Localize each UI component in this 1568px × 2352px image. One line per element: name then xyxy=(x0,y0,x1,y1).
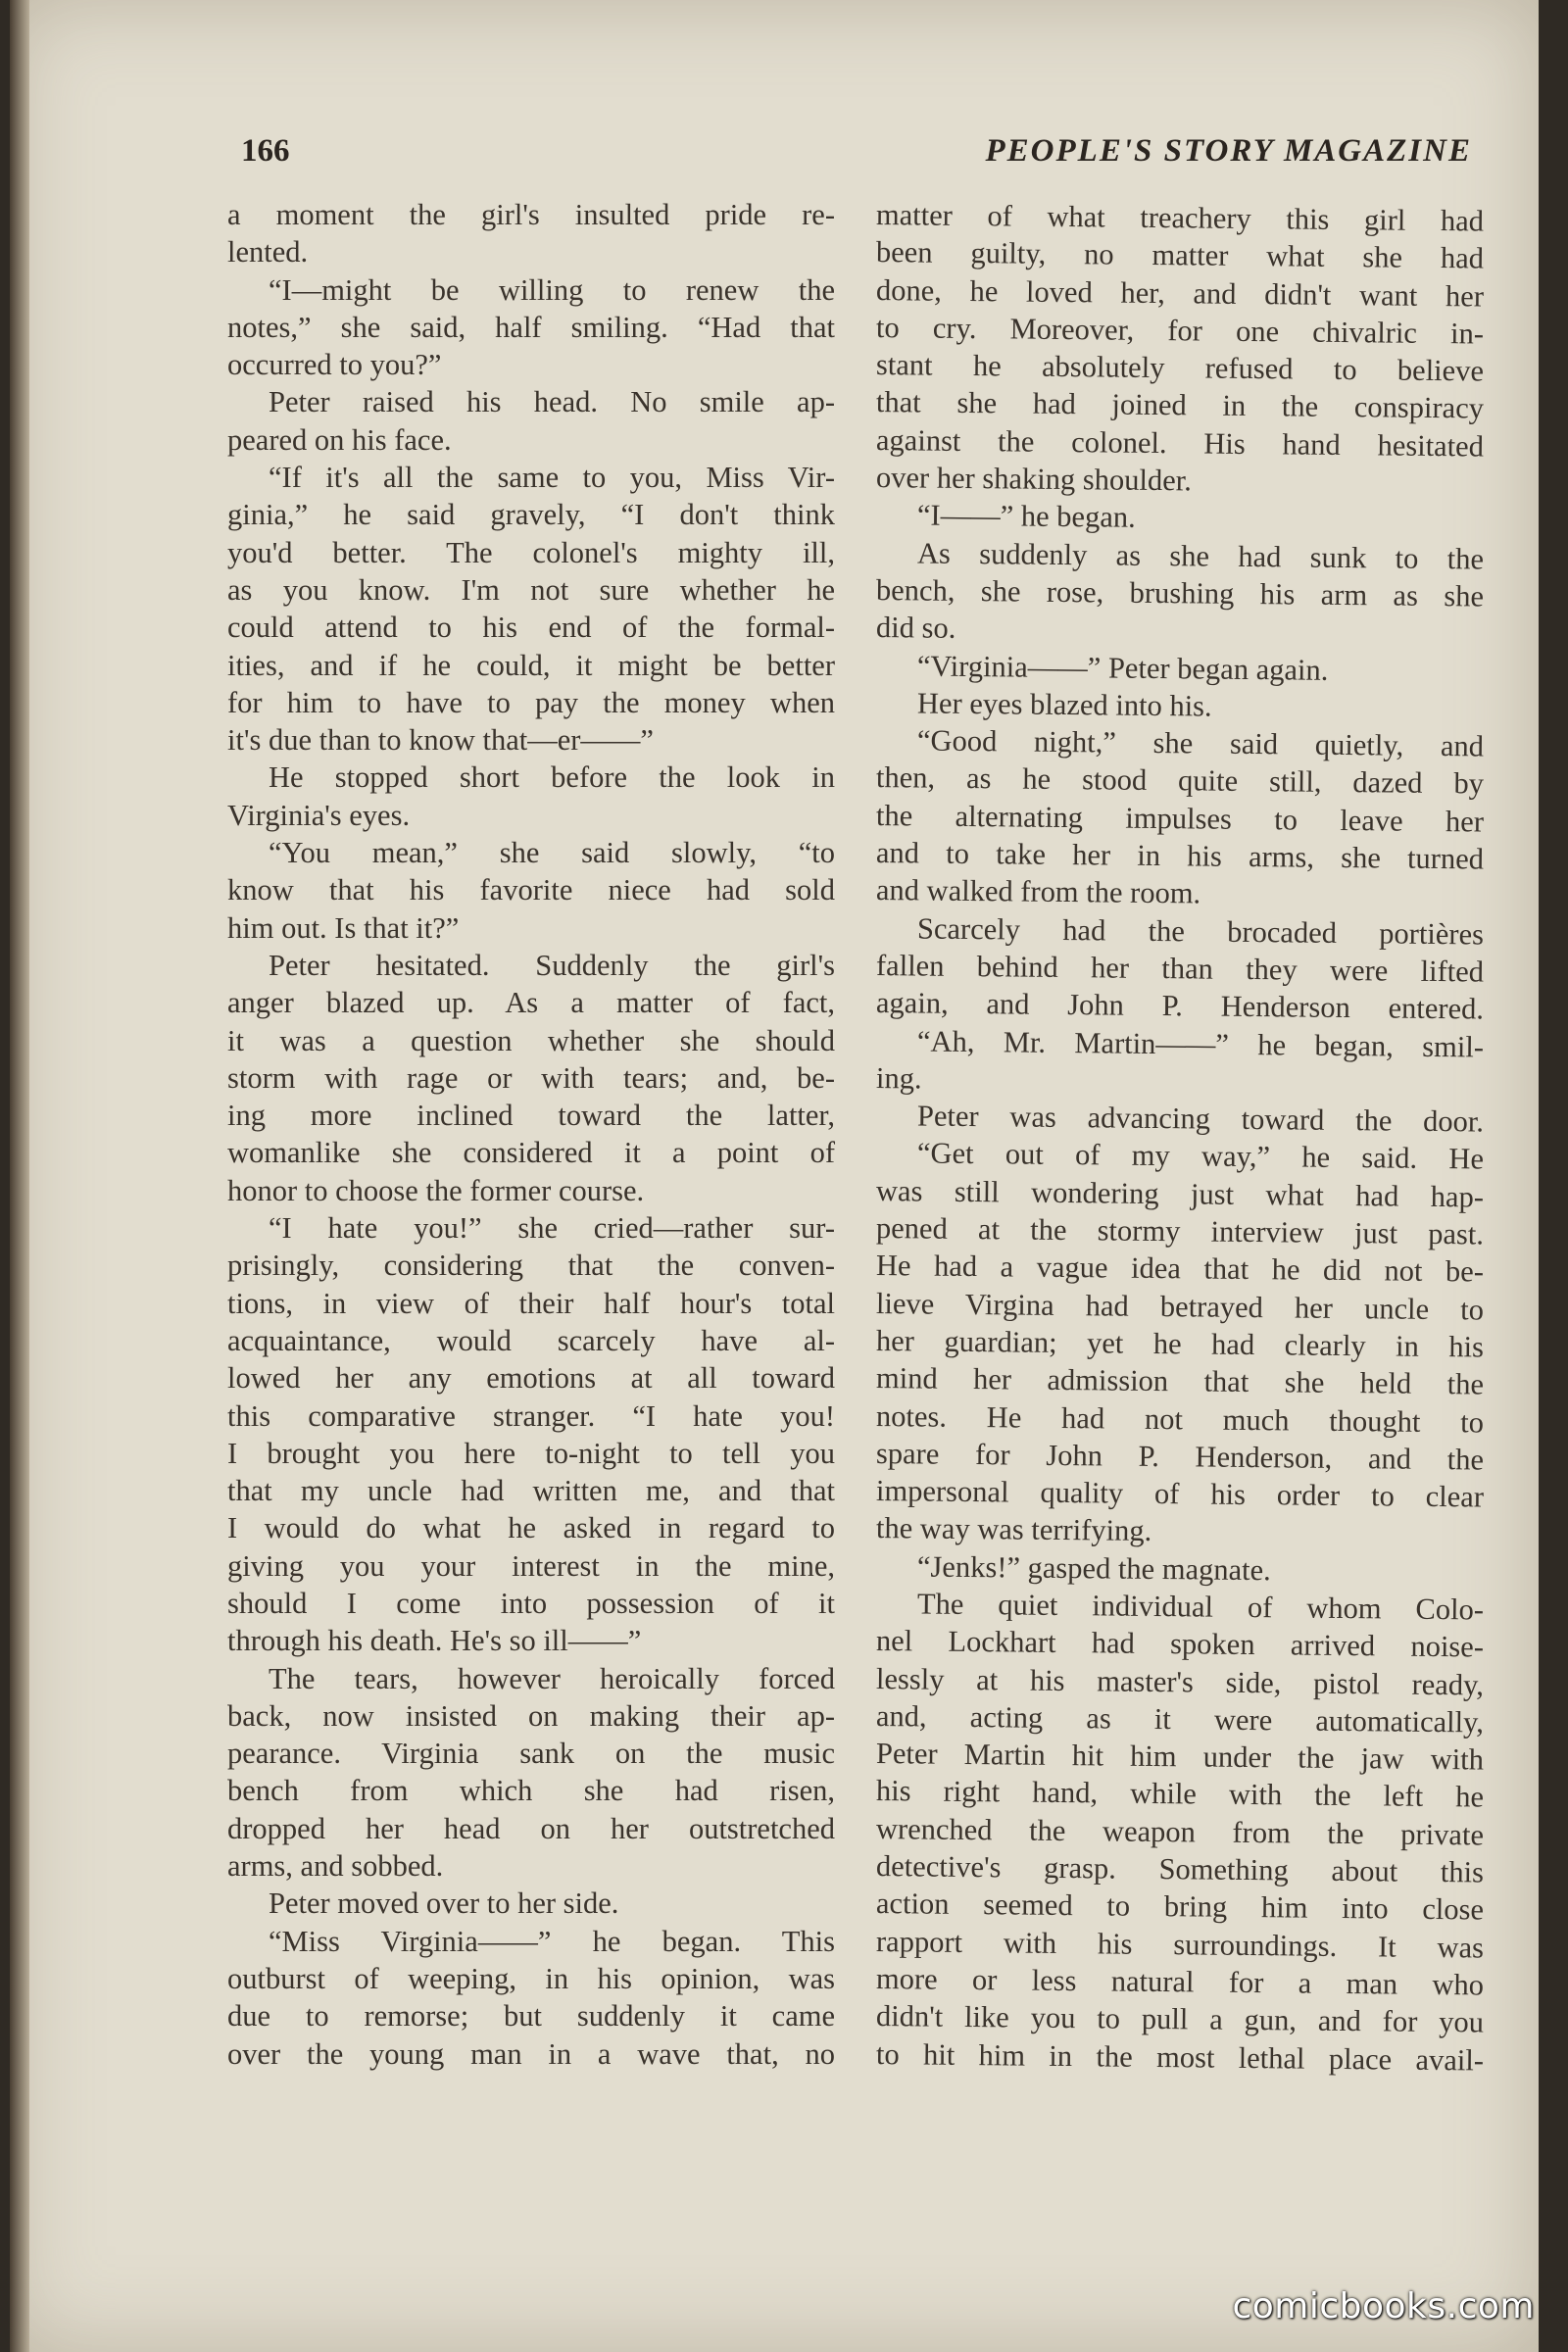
right-column-text-line: wrenched the weapon from the private xyxy=(875,1811,1485,1852)
left-column-text-line: womanlike she considered it a point of xyxy=(227,1136,835,1170)
left-column-text-line: bench from which she had risen, xyxy=(227,1774,835,1808)
left-column-text-line: Peter hesitated. Suddenly the girl's xyxy=(269,948,835,982)
right-column-text-line: the way was terrifying. xyxy=(875,1511,1152,1548)
left-column-text-line: I would do what he asked in regard to xyxy=(227,1511,835,1545)
left-column-text-line: him out. Is that it?” xyxy=(227,910,460,945)
right-column-text-line: done, he loved her, and didn't want her xyxy=(875,272,1485,314)
left-column-text-line: ities, and if he could, it might be better xyxy=(227,648,835,682)
left-column-text-line: “Miss Virginia——” he began. This xyxy=(269,1924,835,1958)
left-column-text-line: pearance. Virginia sank on the music xyxy=(227,1737,835,1771)
right-column-text-line: pened at the stormy interview just past. xyxy=(875,1211,1485,1251)
left-column-text-line: Peter moved over to her side. xyxy=(269,1886,619,1921)
right-column-text-line: her guardian; yet he had clearly in his xyxy=(875,1323,1485,1364)
right-column-text-line: and, acting as it were automatically, xyxy=(875,1698,1485,1740)
right-column-text-line: more or less natural for a man who xyxy=(875,1961,1485,2002)
right-column-text-line: ing. xyxy=(875,1060,922,1096)
left-column-text-line: “If it's all the same to you, Miss Vir- xyxy=(269,461,835,495)
left-column-text-line: due to remorse; but suddenly it came xyxy=(227,1999,835,2034)
left-column-text-line: over the young man in a wave that, no xyxy=(227,2036,835,2071)
right-column-text-line: fallen behind her than they were lifted xyxy=(875,948,1485,989)
right-column-text-line: again, and John P. Henderson entered. xyxy=(875,986,1485,1026)
right-column-text-line: lessly at his master's side, pistol ready, xyxy=(875,1661,1485,1702)
left-column-text-line: could attend to his end of the formal- xyxy=(227,611,835,645)
right-column-text-line: his right hand, while with the left he xyxy=(875,1774,1485,1814)
right-column-text-line: Her eyes blazed into his. xyxy=(916,686,1212,723)
right-column-text-line: and to take her in his arms, she turned xyxy=(875,836,1485,876)
left-column-text-line: storm with rage or with tears; and, be- xyxy=(227,1060,835,1095)
right-column-text-line: Peter Martin hit him under the jaw with xyxy=(875,1737,1485,1777)
magazine-page xyxy=(10,0,1539,2352)
left-column-text-line: occurred to you?” xyxy=(227,348,442,382)
left-column-text-line: back, now insisted on making their ap- xyxy=(227,1698,835,1733)
right-column-text-line: stant he absolutely refused to believe xyxy=(875,348,1485,388)
right-column-text-line: “I——” he began. xyxy=(916,498,1136,535)
right-column-text-line: to cry. Moreover, for one chivalric in- xyxy=(875,310,1485,351)
right-column-text-line: bench, she rose, brushing his arm as she xyxy=(875,572,1485,613)
right-column-text-line: “Ah, Mr. Martin——” he began, smil- xyxy=(916,1023,1485,1064)
right-column-text-line: “Virginia——” Peter began again. xyxy=(916,649,1329,687)
right-column-text-line: over her shaking shoulder. xyxy=(875,461,1193,498)
left-column-text-line: ing more inclined toward the latter, xyxy=(227,1099,835,1133)
right-column-text-line: Peter was advancing toward the door. xyxy=(916,1099,1485,1139)
left-text-column xyxy=(227,196,835,2073)
magazine-title: PEOPLE'S STORY MAGAZINE xyxy=(985,133,1472,169)
right-column-text-line: against the colonel. His hand hesitated xyxy=(875,422,1485,464)
left-column-text-line: lented. xyxy=(227,235,309,270)
left-column-text-line: peared on his face. xyxy=(227,422,452,457)
right-column-text-line: been guilty, no matter what she had xyxy=(875,235,1485,275)
right-column-text-line: He had a vague idea that he did not be- xyxy=(875,1249,1485,1289)
left-column-text-line: acquaintance, would scarcely have al- xyxy=(227,1323,835,1357)
left-column-text-line: know that his favorite niece had sold xyxy=(227,873,835,907)
left-column-text-line: for him to have to pay the money when xyxy=(227,685,835,719)
right-text-column xyxy=(875,196,1485,2078)
left-column-text-line: “I hate you!” she cried—rather sur- xyxy=(269,1211,835,1246)
left-column-text-line: “You mean,” she said slowly, “to xyxy=(269,836,835,870)
left-column-text-line: you'd better. The colonel's mighty ill, xyxy=(227,535,835,569)
page-header xyxy=(241,129,1472,178)
left-column-text-line: ginia,” he said gravely, “I don't think xyxy=(227,498,835,532)
right-column-text-line: was still wondering just what had hap- xyxy=(875,1173,1485,1214)
right-column-text-line: lieve Virgina had betrayed her uncle to xyxy=(875,1286,1485,1327)
watermark: comicbooks.com xyxy=(1232,2286,1535,2327)
right-column-text-line: As suddenly as she had sunk to the xyxy=(916,536,1485,576)
right-column-text-line: the alternating impulses to leave her xyxy=(875,798,1485,839)
right-column-text-line: then, as he stood quite still, dazed by xyxy=(875,760,1485,801)
right-column-text-line: to hit him in the most lethal place avail- xyxy=(875,2036,1485,2078)
right-column-text-line: and walked from the room. xyxy=(875,873,1201,910)
left-column-text-line: honor to choose the former course. xyxy=(227,1173,645,1207)
left-column-text-line: Virginia's eyes. xyxy=(227,798,411,832)
left-column-text-line: it was a question whether she should xyxy=(227,1023,835,1057)
left-column-text-line: prisingly, considering that the conven- xyxy=(227,1249,835,1283)
left-column-text-line: through his death. He's so ill——” xyxy=(227,1624,642,1658)
left-column-text-line: lowed her any emotions at all toward xyxy=(227,1361,835,1396)
right-column-text-line: didn't like you to pull a gun, and for you xyxy=(875,1999,1485,2039)
right-column-text-line: matter of what treachery this girl had xyxy=(875,198,1485,238)
left-column-text-line: giving you your interest in the mine, xyxy=(227,1548,835,1583)
left-column-text-line: I brought you here to-night to tell you xyxy=(227,1436,835,1470)
left-column-text-line: notes,” she said, half smiling. “Had that xyxy=(227,310,835,344)
left-column-text-line: it's due than to know that—er——” xyxy=(227,723,654,758)
left-column-text-line: anger blazed up. As a matter of fact, xyxy=(227,986,835,1020)
right-column-text-line: Scarcely had the brocaded portières xyxy=(916,911,1485,952)
right-column-text-line: mind her admission that she held the xyxy=(875,1361,1485,1401)
page-spine-shadow xyxy=(10,0,29,2352)
left-column-text-line: He stopped short before the look in xyxy=(269,760,835,795)
right-column-text-line: “Jenks!” gasped the magnate. xyxy=(916,1549,1271,1587)
left-column-text-line: should I come into possession of it xyxy=(227,1586,835,1620)
right-column-text-line: detective's grasp. Something about this xyxy=(875,1849,1485,1889)
left-column-text-line: dropped her head on her outstretched xyxy=(227,1811,835,1845)
right-column-text-line: nel Lockhart had spoken arrived noise- xyxy=(875,1624,1485,1664)
left-column-text-line: this comparative stranger. “I hate you! xyxy=(227,1398,835,1433)
left-column-text-line: “I—might be willing to renew the xyxy=(269,272,835,307)
right-column-text-line: “Good night,” she said quietly, and xyxy=(916,723,1485,763)
left-column-text-line: arms, and sobbed. xyxy=(227,1849,444,1884)
left-column-text-line: Peter raised his head. No smile ap- xyxy=(269,385,835,419)
left-column-text-line: tions, in view of their half hour's total xyxy=(227,1286,835,1320)
right-column-text-line: impersonal quality of his order to clear xyxy=(875,1474,1485,1514)
left-column-text-line: outburst of weeping, in his opinion, was xyxy=(227,1961,835,1995)
page-number: 166 xyxy=(241,133,290,169)
right-column-text-line: notes. He had not much thought to xyxy=(875,1398,1485,1439)
right-column-text-line: The quiet individual of whom Colo- xyxy=(916,1587,1485,1627)
right-column-text-line: did so. xyxy=(875,611,956,646)
left-column-text-line: as you know. I'm not sure whether he xyxy=(227,572,835,607)
left-column-text-line: The tears, however heroically forced xyxy=(269,1661,835,1695)
right-column-text-line: spare for John P. Henderson, and the xyxy=(875,1436,1485,1477)
right-column-text-line: that she had joined in the conspiracy xyxy=(875,385,1485,425)
right-column-text-line: action seemed to bring him into close xyxy=(875,1886,1485,1927)
left-column-text-line: that my uncle had written me, and that xyxy=(227,1474,835,1508)
right-column-text-line: rapport with his surroundings. It was xyxy=(875,1924,1485,1965)
right-column-text-line: “Get out of my way,” he said. He xyxy=(916,1136,1485,1176)
left-column-text-line: a moment the girl's insulted pride re- xyxy=(227,198,835,231)
